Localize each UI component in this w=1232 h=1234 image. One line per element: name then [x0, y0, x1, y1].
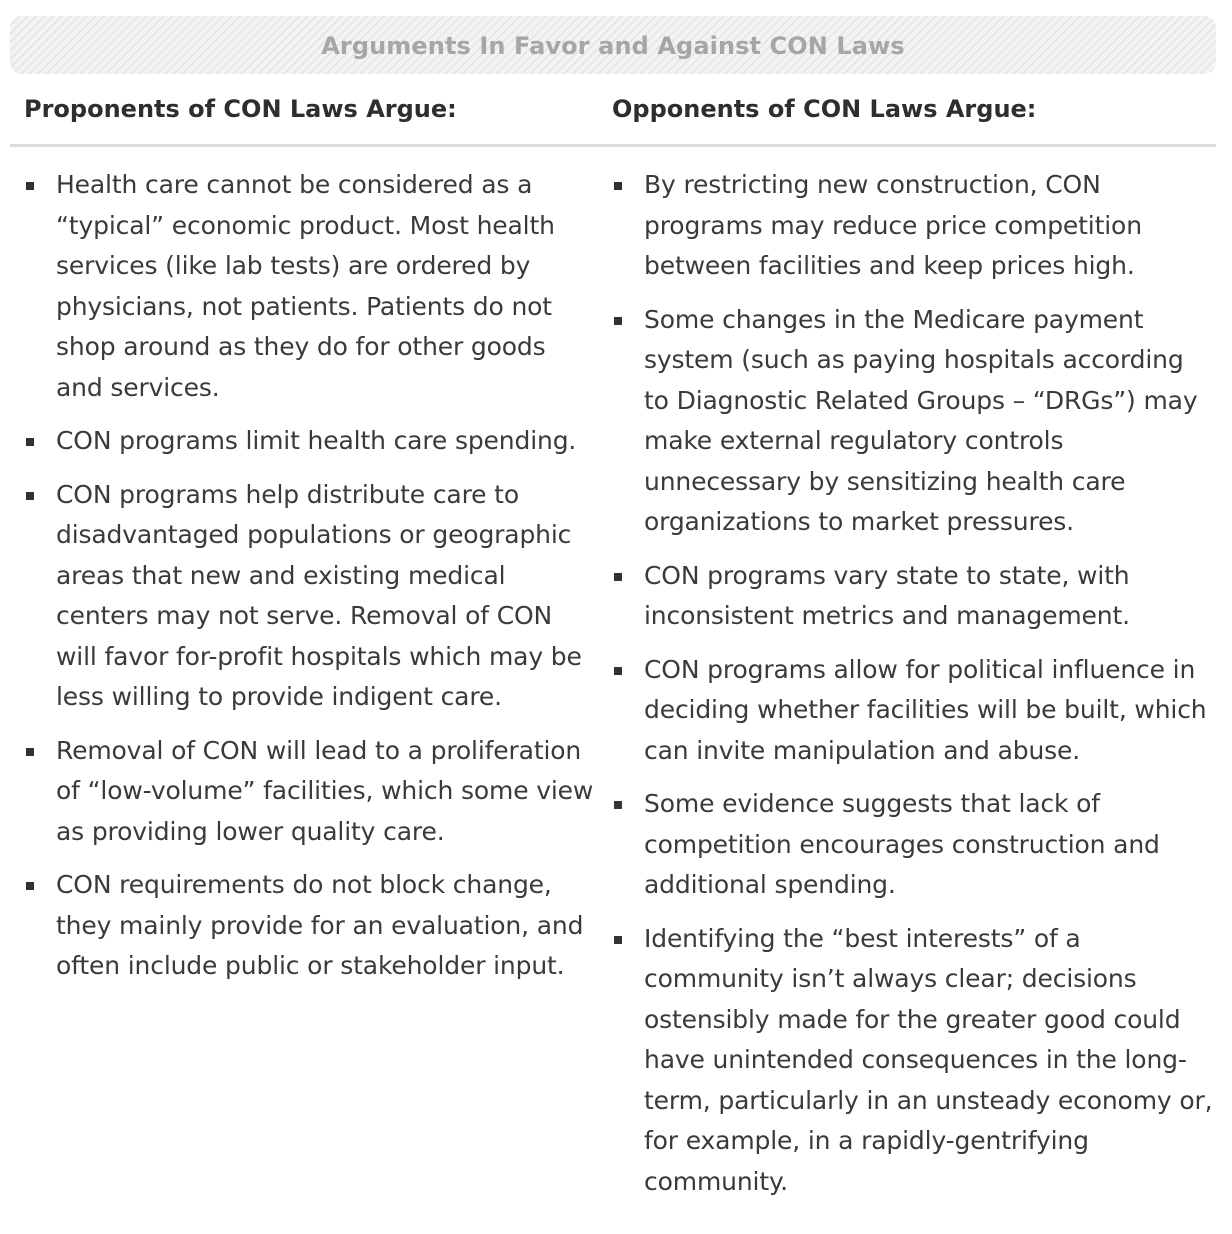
square-bullet-icon [26, 182, 34, 190]
list-item-text: Some changes in the Medicare payment system (such as paying hospitals according to Diagnostic Related Groups – “DRGs”) may make external regulatory controls unnecessary by sensitizing health care organizations to market pressures. [644, 304, 1198, 536]
list-item-text: CON requirements do not block change, they mainly provide for an evaluation, and often include public or stakeholder input. [56, 870, 584, 980]
list-item-text: Health care cannot be considered as a “typical” economic product. Most health services (like lab tests) are ordered by physicians, not patients. Patients do not shop around as they do for other goods and services. [56, 170, 555, 402]
list-item [598, 300, 1216, 543]
list-item-text: CON programs limit health care spending. [56, 426, 577, 455]
list-item [10, 421, 598, 462]
square-bullet-icon [614, 667, 622, 675]
square-bullet-icon [614, 182, 622, 190]
square-bullet-icon [26, 492, 34, 500]
proponents-column [10, 165, 598, 1215]
table-body [10, 147, 1216, 1215]
square-bullet-icon [614, 317, 622, 325]
square-bullet-icon [614, 936, 622, 944]
square-bullet-icon [26, 882, 34, 890]
list-item-text: CON programs vary state to state, with inconsistent metrics and management. [644, 560, 1130, 630]
list-item [598, 650, 1216, 772]
list-item [10, 865, 598, 987]
list-item [10, 731, 598, 853]
proponents-heading: Proponents of CON Laws Argue: [24, 95, 457, 123]
list-item-text: CON programs allow for political influence in deciding whether facilities will be built, which can invite manipulation and abuse. [644, 654, 1207, 765]
list-item [10, 165, 598, 408]
square-bullet-icon [614, 573, 622, 581]
list-item [598, 919, 1216, 1203]
square-bullet-icon [26, 438, 34, 446]
list-item-text: CON programs help distribute care to disadvantaged populations or geographic areas that new and existing medical centers may not serve. Removal of CON will favor for-profit hospitals which may be less willing to provide indigent care. [56, 479, 582, 711]
table-title: Arguments In Favor and Against CON Laws [10, 16, 1216, 74]
list-item [10, 475, 598, 718]
con-laws-table [10, 16, 1216, 1215]
square-bullet-icon [614, 801, 622, 809]
opponents-column [598, 165, 1216, 1215]
list-item [598, 556, 1216, 637]
column-headers [10, 74, 1216, 147]
list-item [598, 784, 1216, 906]
list-item-text: By restricting new construction, CON programs may reduce price competition between facilities and keep prices high. [644, 170, 1142, 280]
opponents-list [598, 165, 1216, 1202]
list-item [598, 165, 1216, 287]
opponents-heading: Opponents of CON Laws Argue: [612, 95, 1037, 123]
list-item-text: Some evidence suggests that lack of competition encourages construction and additional spending. [644, 789, 1160, 899]
square-bullet-icon [26, 748, 34, 756]
list-item-text: Identifying the “best interests” of a community isn’t always clear; decisions ostensibly made for the greater good could have unintended consequences in the long-term, particularly in an unsteady economy or, for example, in a rapidly-gentrifying community. [644, 923, 1213, 1196]
proponents-list [10, 165, 598, 987]
list-item-text: Removal of CON will lead to a proliferation of “low-volume” facilities, which some view as providing lower quality care. [56, 735, 594, 846]
